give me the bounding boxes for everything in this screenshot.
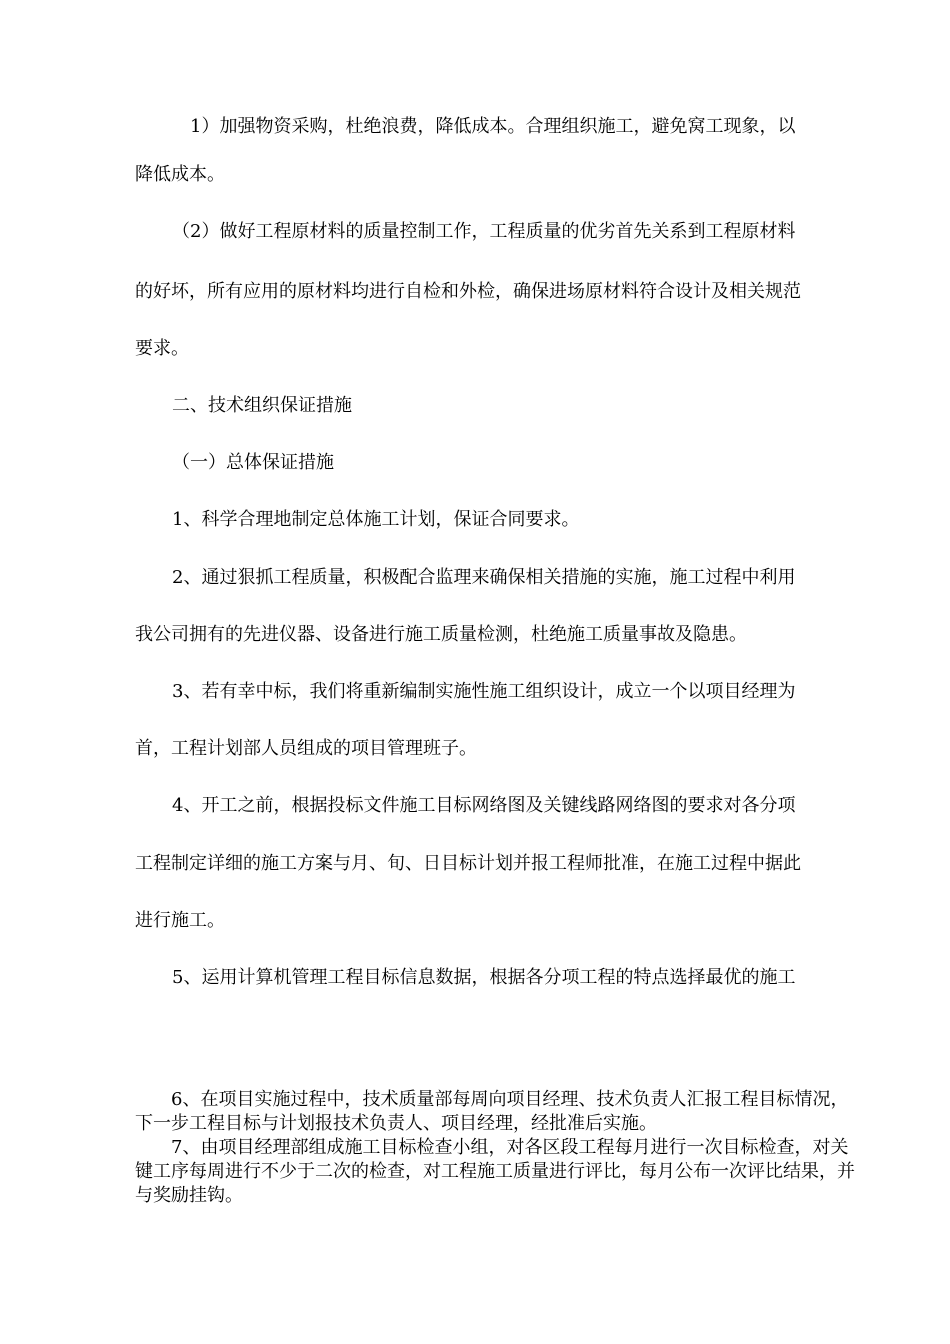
paragraph-2-line-3: 要求。 (135, 338, 189, 359)
paragraph-2-line-2: 的好坏，所有应用的原材料均进行自检和外检，确保进场原材料符合设计及相关规范 (135, 281, 801, 302)
dense-text-block (135, 1088, 855, 1208)
paragraph-2-line-1: （2）做好工程原材料的质量控制工作，工程质量的优劣首先关系到工程原材料 (172, 221, 796, 242)
subsection-heading: （一）总体保证措施 (172, 452, 334, 473)
item-4-line-2: 工程制定详细的施工方案与月、旬、日目标计划并报工程师批准，在施工过程中据此 (135, 853, 801, 874)
item-4-line-1: 4、开工之前，根据投标文件施工目标网络图及关键线路网络图的要求对各分项 (172, 795, 796, 816)
item-2-line-1: 2、通过狠抓工程质量，积极配合监理来确保相关措施的实施，施工过程中利用 (172, 567, 796, 588)
item-3-line-2: 首，工程计划部人员组成的项目管理班子。 (135, 738, 477, 759)
item-6-paragraph: 6、在项目实施过程中，技术质量部每周向项目经理、技术负责人汇报工程目标情况，下一步工程目标与计划报技术负责人、项目经理，经批准后实施。 (135, 1089, 849, 1134)
item-7-paragraph: 7、由项目经理部组成施工目标检查小组，对各区段工程每月进行一次目标检查，对关键工序每周进行不少于二次的检查，对工程施工质量进行评比，每月公布一次评比结果，并与奖励挂钩。 (135, 1137, 855, 1206)
item-2-line-2: 我公司拥有的先进仪器、设备进行施工质量检测，杜绝施工质量事故及隐患。 (135, 624, 747, 645)
paragraph-1-line-1: 1）加强物资采购，杜绝浪费，降低成本。合理组织施工，避免窝工现象，以 (190, 116, 796, 137)
item-5: 5、运用计算机管理工程目标信息数据，根据各分项工程的特点选择最优的施工 (172, 967, 796, 988)
item-1: 1、科学合理地制定总体施工计划，保证合同要求。 (172, 509, 580, 530)
item-3-line-1: 3、若有幸中标，我们将重新编制实施性施工组织设计，成立一个以项目经理为 (172, 681, 796, 702)
section-heading: 二、技术组织保证措施 (172, 395, 352, 416)
paragraph-1-line-2: 降低成本。 (135, 164, 225, 185)
item-4-line-3: 进行施工。 (135, 910, 225, 931)
